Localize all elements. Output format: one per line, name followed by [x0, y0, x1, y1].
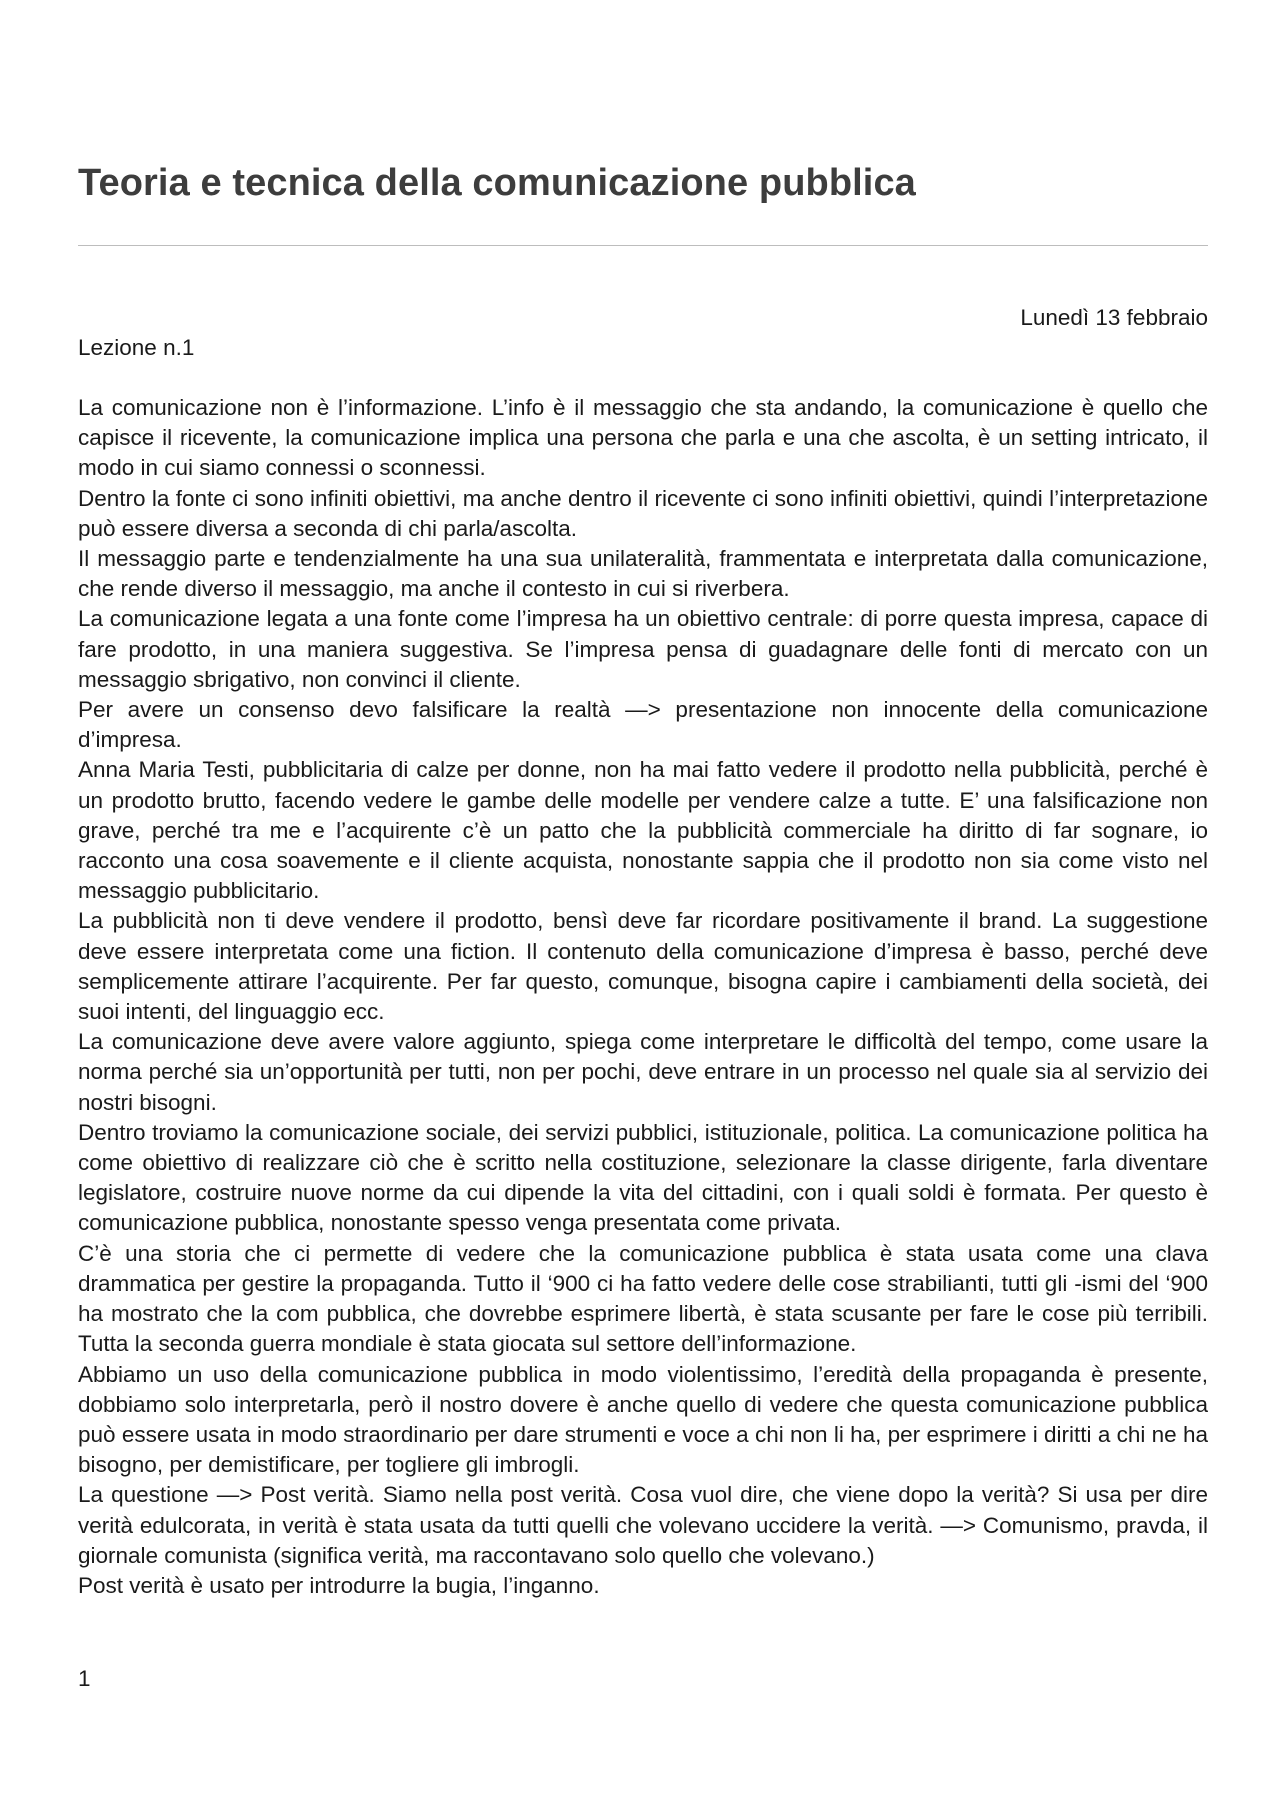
title-divider [78, 245, 1208, 246]
paragraph: Anna Maria Testi, pubblicitaria di calze per donne, non ha mai fatto vedere il prodotto nella pubblicità, perché è un prodotto brutto, facendo vedere le gambe delle modelle per vendere calze a tutte. E’ una falsificazione non grave, perché tra me e l’acquirente c’è un patto che la pubblicità commerciale ha diritto di far sognare, io racconto una cosa soavemente e il cliente acquista, nonostante sappia che il prodotto non sia come visto nel messaggio pubblicitario. [78, 757, 1208, 904]
document-title: Teoria e tecnica della comunicazione pubblica [78, 162, 916, 204]
paragraph: Il messaggio parte e tendenzialmente ha una sua unilateralità, frammentata e interpretata dalla comunicazione, che rende diverso il messaggio, ma anche il contesto in cui si riverbera. [78, 546, 1208, 602]
page-number: 1 [78, 1666, 91, 1691]
document-body [78, 393, 1208, 1601]
paragraph: Dentro la fonte ci sono infiniti obiettivi, ma anche dentro il ricevente ci sono infiniti obiettivi, quindi l’interpretazione può essere diversa a seconda di chi parla/ascolta. [78, 485, 1208, 541]
lesson-date: Lunedì 13 febbraio [1020, 305, 1208, 330]
paragraph: Abbiamo un uso della comunicazione pubblica in modo violentissimo, l’eredità della propaganda è presente, dobbiamo solo interpretarla, però il nostro dovere è anche quello di vedere che questa comunicazione pubblica può essere usata in modo straordinario per dare strumenti e voce a chi non li ha, per esprimere i diritti a chi ne ha bisogno, per demistificare, per togliere gli imbrogli. [78, 1361, 1208, 1478]
paragraph: Dentro troviamo la comunicazione sociale, dei servizi pubblici, istituzionale, politica. La comunicazione politica ha come obiettivo di realizzare ciò che è scritto nella costituzione, selezionare la classe dirigente, farla diventare legislatore, costruire nuove norme da cui dipende la vita del cittadini, con i quali soldi è formata. Per questo è comunicazione pubblica, nonostante spesso venga presentata come privata. [78, 1119, 1208, 1236]
paragraph: La comunicazione non è l’informazione. L’info è il messaggio che sta andando, la comunicazione è quello che capisce il ricevente, la comunicazione implica una persona che parla e una che ascolta, è un setting intricato, il modo in cui siamo connessi o sconnessi. [78, 395, 1208, 481]
paragraph: La comunicazione deve avere valore aggiunto, spiega come interpretare le difficoltà del tempo, come usare la norma perché sia un’opportunità per tutti, non per pochi, deve entrare in un processo nel quale sia al servizio dei nostri bisogni. [78, 1029, 1208, 1115]
paragraph: Post verità è usato per introdurre la bugia, l’inganno. [78, 1572, 600, 1598]
document-page [78, 0, 1208, 1811]
lesson-number: Lezione n.1 [78, 335, 195, 360]
paragraph: Per avere un consenso devo falsificare la realtà —> presentazione non innocente della comunicazione d’impresa. [78, 697, 1208, 753]
paragraph: C’è una storia che ci permette di vedere che la comunicazione pubblica è stata usata come una clava drammatica per gestire la propaganda. Tutto il ‘900 ci ha fatto vedere delle cose strabilianti, tutti gli -ismi del ‘900 ha mostrato che la com pubblica, che dovrebbe esprimere libertà, è stata scusante per fare le cose più terribili. Tutta la seconda guerra mondiale è stata giocata sul settore dell’informazione. [78, 1240, 1208, 1357]
paragraph: La comunicazione legata a una fonte come l’impresa ha un obiettivo centrale: di porre questa impresa, capace di fare prodotto, in una maniera suggestiva. Se l’impresa pensa di guadagnare delle fonti di mercato con un messaggio sbrigativo, non convinci il cliente. [78, 606, 1208, 692]
paragraph: La questione —> Post verità. Siamo nella post verità. Cosa vuol dire, che viene dopo la verità? Si usa per dire verità edulcorata, in verità è stata usata da tutti quelli che volevano uccidere la verità. —> Comunismo, pravda, il giornale comunista (significa verità, ma raccontavano solo quello che volevano.) [78, 1482, 1208, 1568]
paragraph: La pubblicità non ti deve vendere il prodotto, bensì deve far ricordare positivamente il brand. La suggestione deve essere interpretata come una fiction. Il contenuto della comunicazione d’impresa è basso, perché deve semplicemente attirare l’acquirente. Per far questo, comunque, bisogna capire i cambiamenti della società, dei suoi intenti, del linguaggio ecc. [78, 908, 1208, 1025]
